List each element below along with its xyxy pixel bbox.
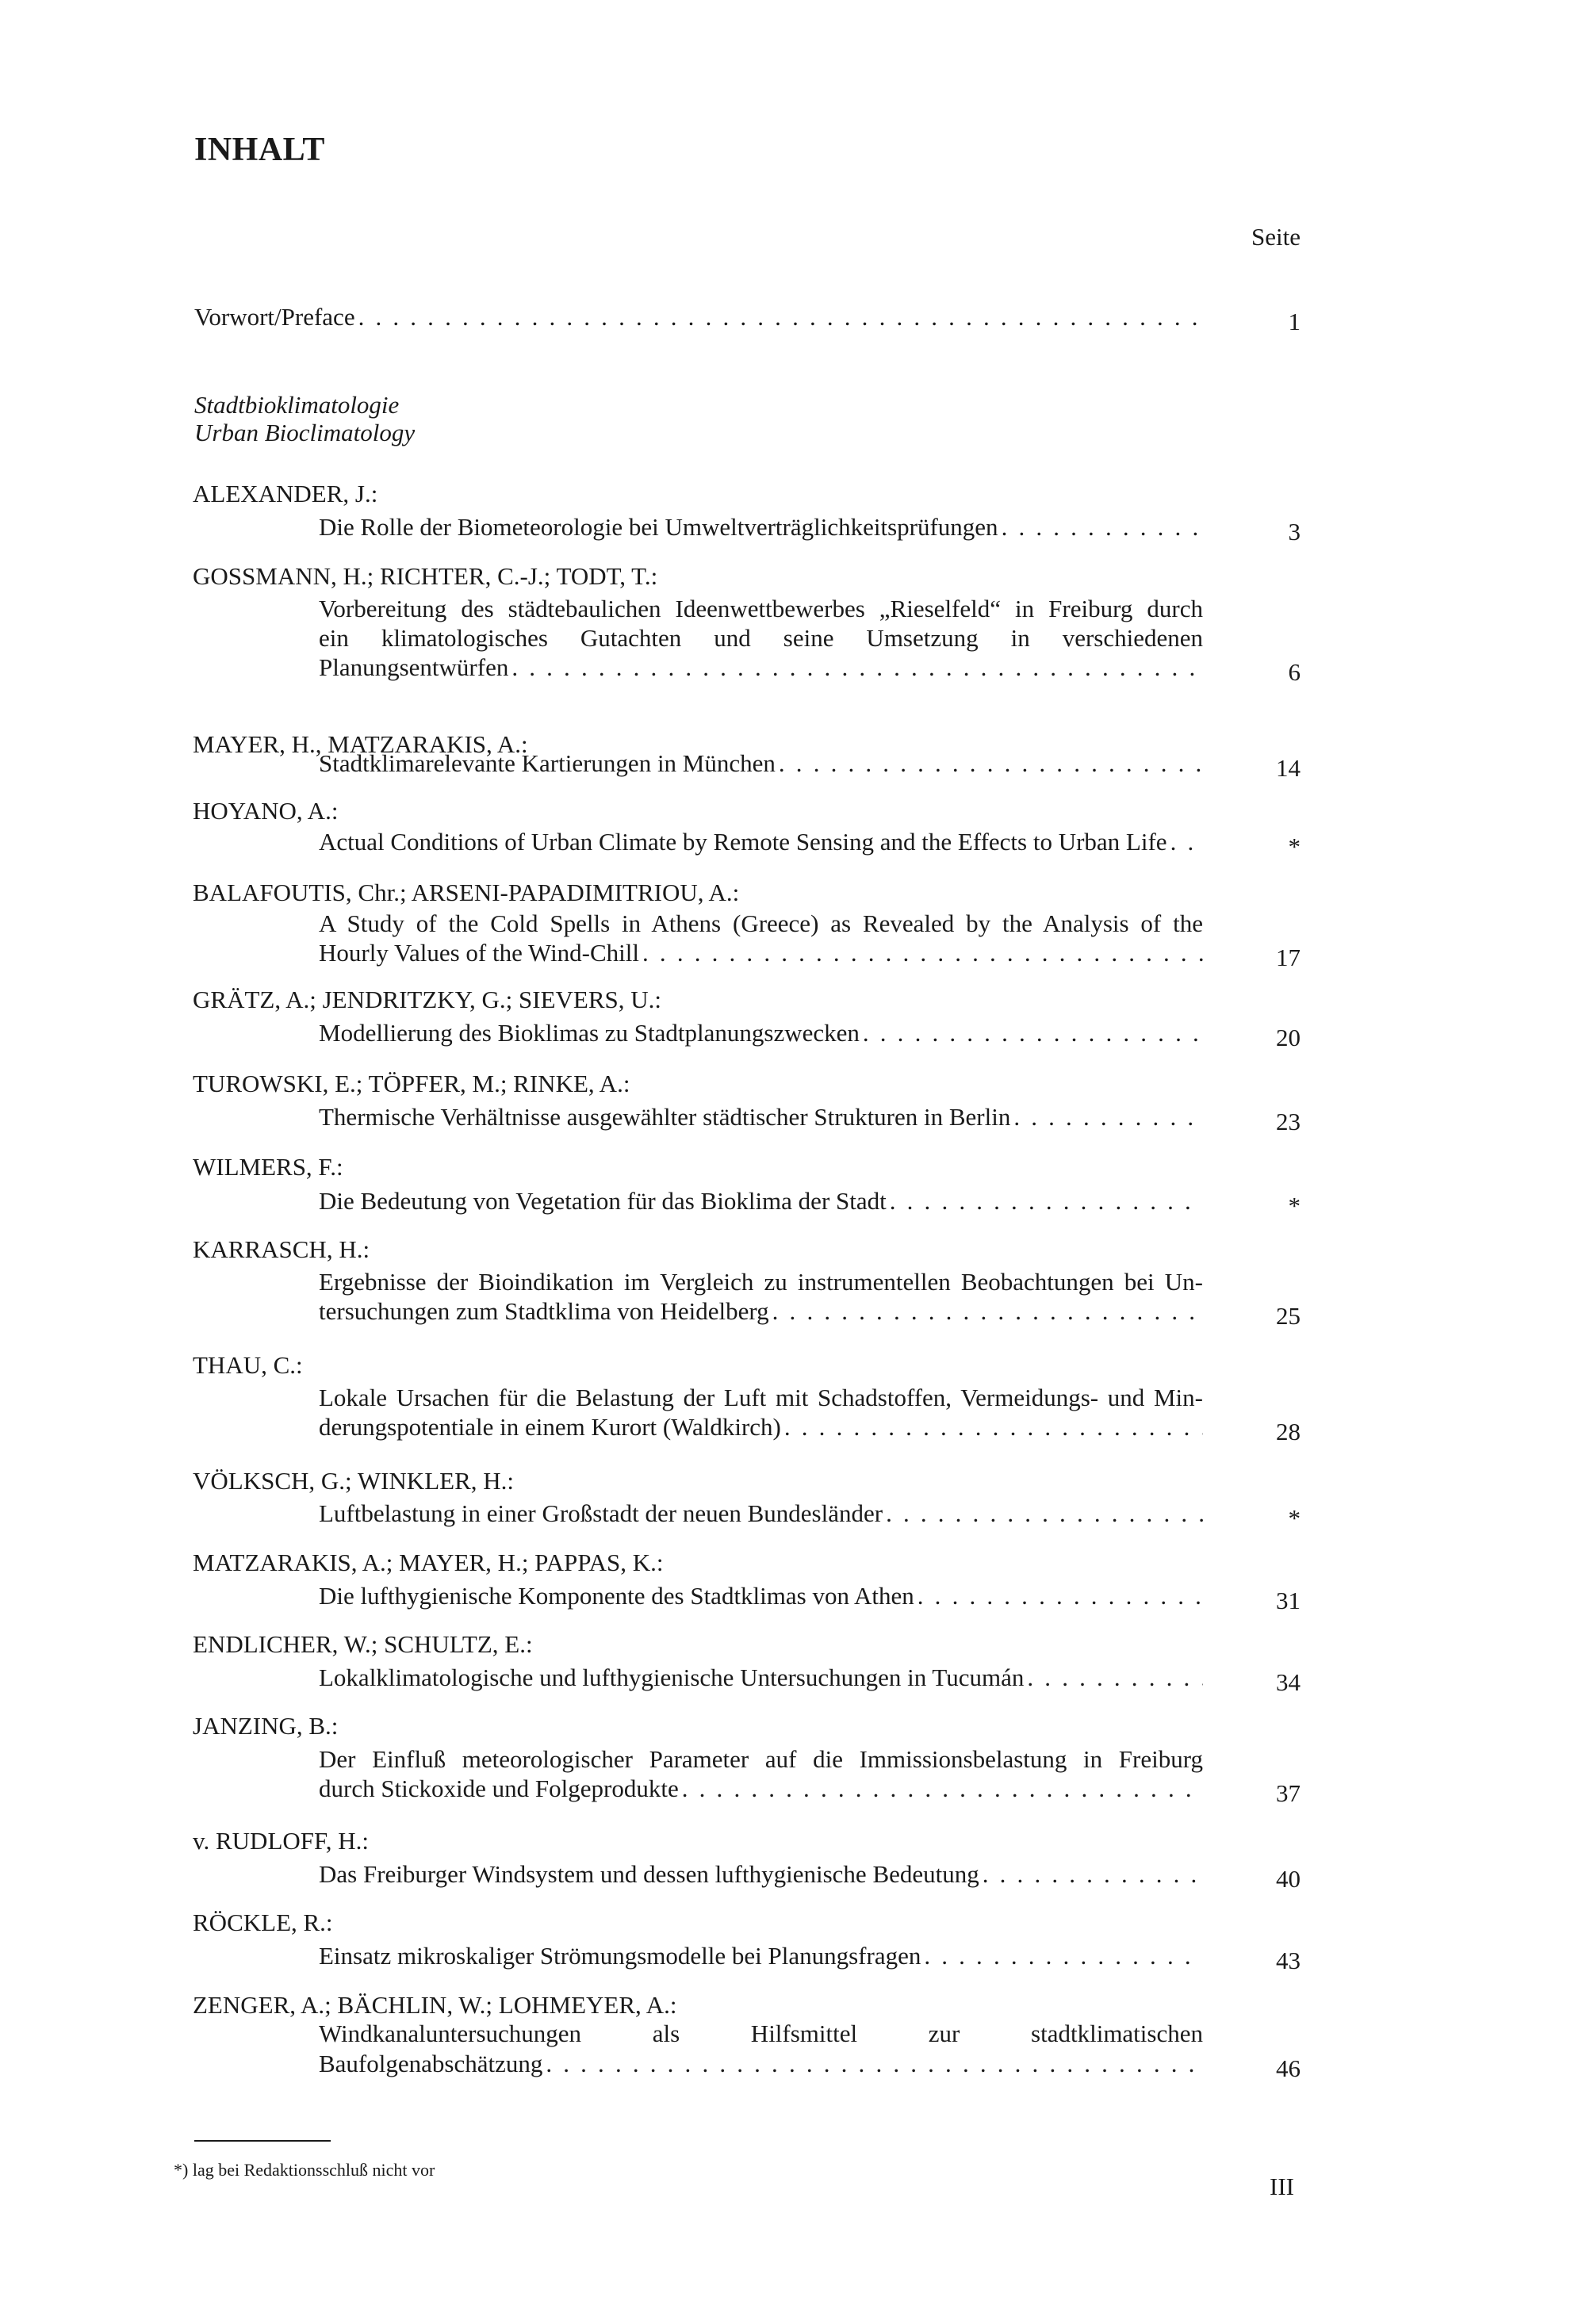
entry-authors: THAU, C.: xyxy=(193,1351,303,1379)
dot-leader xyxy=(679,1773,1203,1805)
entry-page-number: 20 xyxy=(1276,1024,1301,1051)
entry-authors: TUROWSKI, E.; TÖPFER, M.; RINKE, A.: xyxy=(193,1070,630,1097)
toc-entry-link[interactable] xyxy=(319,1662,1203,1694)
entry-page-number: 3 xyxy=(1288,518,1301,546)
toc-entry-link[interactable] xyxy=(319,652,1203,683)
entry-authors: KARRASCH, H.: xyxy=(193,1235,370,1263)
entry-page-number: 40 xyxy=(1276,1865,1301,1893)
entry-authors: JANZING, B.: xyxy=(193,1712,339,1740)
entry-authors: HOYANO, A.: xyxy=(193,797,339,825)
entry-title-line: Luftbelastung in einer Großstadt der neuen Bundesländer xyxy=(319,1499,883,1527)
entry-title-line: Thermische Verhältnisse ausgewählter städtischer Strukturen in Berlin xyxy=(319,1103,1011,1131)
dot-leader xyxy=(781,1411,1203,1443)
entry-authors: v. RUDLOFF, H.: xyxy=(193,1827,370,1855)
entry-authors: MAYER, H., MATZARAKIS, A.: xyxy=(193,730,528,758)
page-title: INHALT xyxy=(194,132,325,168)
toc-entry-link[interactable] xyxy=(319,937,1203,969)
entry-page-number: 28 xyxy=(1276,1418,1301,1445)
entry-title-line: Die Bedeutung von Vegetation für das Bioklima der Stadt xyxy=(319,1187,887,1215)
toc-entry-link[interactable] xyxy=(319,1580,1203,1612)
dot-leader xyxy=(883,1498,1203,1530)
entry-title-line: Planungsentwürfen xyxy=(319,653,509,681)
entry-title-line: Windkanaluntersuchungen als Hilfsmittel zur stadtklimatischen xyxy=(319,2020,1203,2047)
entry-title-line: derungspotentiale in einem Kurort (Waldkirch) xyxy=(319,1413,781,1441)
toc-entry-link[interactable] xyxy=(319,1940,1203,1972)
entry-title-line: A Study of the Cold Spells in Athens (Greece) as Revealed by the Analysis of the xyxy=(319,909,1203,937)
toc-entry-link[interactable] xyxy=(319,511,1203,543)
toc-entry-link[interactable] xyxy=(319,826,1203,858)
entry-title-line: Ergebnisse der Bioindikation im Vergleich zu instrumentellen Beobachtungen bei Un- xyxy=(319,1268,1203,1296)
dot-leader xyxy=(979,1859,1203,1890)
entry-title-line: Die Rolle der Biometeorologie bei Umweltverträglichkeitsprüfungen xyxy=(319,513,998,541)
entry-page-number: 17 xyxy=(1276,944,1301,971)
toc-entry-link[interactable] xyxy=(319,1101,1203,1133)
entry-authors: GRÄTZ, A.; JENDRITZKY, G.; SIEVERS, U.: xyxy=(193,986,662,1013)
entry-title-line: ein klimatologisches Gutachten und seine Umsetzung in verschiedenen xyxy=(319,624,1203,652)
toc-entry-link[interactable] xyxy=(319,1859,1203,1890)
dot-leader xyxy=(1167,826,1203,858)
entry-title-line: durch Stickoxide und Folgeprodukte xyxy=(319,1775,679,1802)
entry-authors: GOSSMANN, H.; RICHTER, C.-J.; TODT, T.: xyxy=(193,562,658,590)
toc-entry-link[interactable] xyxy=(319,1773,1203,1805)
entry-title-line: Vorbereitung des städtebaulichen Ideenwettbewerbes „Rieselfeld“ in Freiburg durch xyxy=(319,595,1203,622)
entry-title: Vorwort/Preface xyxy=(194,303,355,331)
entry-page-number: * xyxy=(1288,1504,1301,1532)
entry-page-number: 23 xyxy=(1276,1108,1301,1135)
dot-leader xyxy=(998,511,1203,543)
entry-title-line: Actual Conditions of Urban Climate by Remote Sensing and the Effects to Urban Life xyxy=(319,828,1167,856)
toc-entry-link[interactable] xyxy=(319,1498,1203,1530)
entry-authors: ZENGER, A.; BÄCHLIN, W.; LOHMEYER, A.: xyxy=(193,1991,677,2019)
dot-leader xyxy=(508,652,1203,683)
entry-authors: ALEXANDER, J.: xyxy=(193,480,378,507)
toc-entry-link[interactable] xyxy=(319,748,1203,779)
toc-entry-preface[interactable] xyxy=(194,301,1203,333)
footnote-rule xyxy=(194,2140,331,2142)
entry-title-line: tersuchungen zum Stadtklima von Heidelberg xyxy=(319,1297,769,1325)
entry-authors: MATZARAKIS, A.; MAYER, H.; PAPPAS, K.: xyxy=(193,1549,664,1576)
entry-title-line: Lokalklimatologische und lufthygienische Untersuchungen in Tucumán xyxy=(319,1664,1025,1691)
page-number: III xyxy=(1270,2173,1294,2200)
entry-page-number: 46 xyxy=(1276,2054,1301,2082)
dot-leader xyxy=(639,937,1203,969)
entry-authors: VÖLKSCH, G.; WINKLER, H.: xyxy=(193,1467,514,1495)
dot-leader xyxy=(769,1296,1203,1327)
section-title-en: Urban Bioclimatology xyxy=(194,419,416,446)
toc-entry-link[interactable] xyxy=(319,1411,1203,1443)
entry-title-line: Einsatz mikroskaliger Strömungsmodelle bei Planungsfragen xyxy=(319,1942,921,1970)
entry-authors: WILMERS, F.: xyxy=(193,1153,343,1181)
entry-title-line: Das Freiburger Windsystem und dessen lufthygienische Bedeutung xyxy=(319,1860,979,1888)
entry-title-line: Modellierung des Bioklimas zu Stadtplanungszwecken xyxy=(319,1019,860,1047)
entry-title-line: Der Einfluß meteorologischer Parameter auf die Immissionsbelastung in Freiburg xyxy=(319,1745,1203,1773)
entry-title-line: Lokale Ursachen für die Belastung der Luft mit Schadstoffen, Vermeidungs- und Min- xyxy=(319,1384,1203,1411)
entry-page-number: 6 xyxy=(1288,658,1301,686)
entry-title-line: Hourly Values of the Wind-Chill xyxy=(319,939,640,967)
entry-page-number: 37 xyxy=(1276,1779,1301,1807)
dot-leader xyxy=(776,748,1203,779)
entry-page-number: * xyxy=(1288,1192,1301,1219)
entry-page-number: 1 xyxy=(1288,308,1301,335)
entry-title-line: Stadtklimarelevante Kartierungen in München xyxy=(319,749,776,777)
dot-leader xyxy=(355,301,1203,333)
dot-leader xyxy=(914,1580,1203,1612)
toc-entry-link[interactable] xyxy=(319,1296,1203,1327)
entry-page-number: * xyxy=(1288,833,1301,860)
dot-leader xyxy=(860,1017,1203,1049)
entry-page-number: 25 xyxy=(1276,1302,1301,1330)
entry-page-number: 14 xyxy=(1276,754,1301,782)
toc-entry-link[interactable] xyxy=(319,2048,1203,2080)
entry-title-line: Die lufthygienische Komponente des Stadtklimas von Athen xyxy=(319,1582,914,1610)
dot-leader xyxy=(1010,1101,1203,1133)
page-column-label: Seite xyxy=(1251,223,1301,251)
entry-page-number: 34 xyxy=(1276,1668,1301,1696)
footnote: *) lag bei Redaktionsschluß nicht vor xyxy=(174,2160,435,2180)
dot-leader xyxy=(542,2048,1203,2080)
entry-authors: ENDLICHER, W.; SCHULTZ, E.: xyxy=(193,1630,533,1658)
dot-leader xyxy=(887,1185,1203,1217)
section-title-de: Stadtbioklimatologie xyxy=(194,391,400,419)
entry-page-number: 31 xyxy=(1276,1587,1301,1614)
toc-entry-link[interactable] xyxy=(319,1185,1203,1217)
entry-title-line: Baufolgenabschätzung xyxy=(319,2050,543,2077)
entry-page-number: 43 xyxy=(1276,1947,1301,1974)
entry-authors: BALAFOUTIS, Chr.; ARSENI-PAPADIMITRIOU, A.: xyxy=(193,879,740,906)
dot-leader xyxy=(921,1940,1203,1972)
entry-authors: RÖCKLE, R.: xyxy=(193,1909,333,1936)
toc-entry-link[interactable] xyxy=(319,1017,1203,1049)
dot-leader xyxy=(1024,1662,1203,1694)
